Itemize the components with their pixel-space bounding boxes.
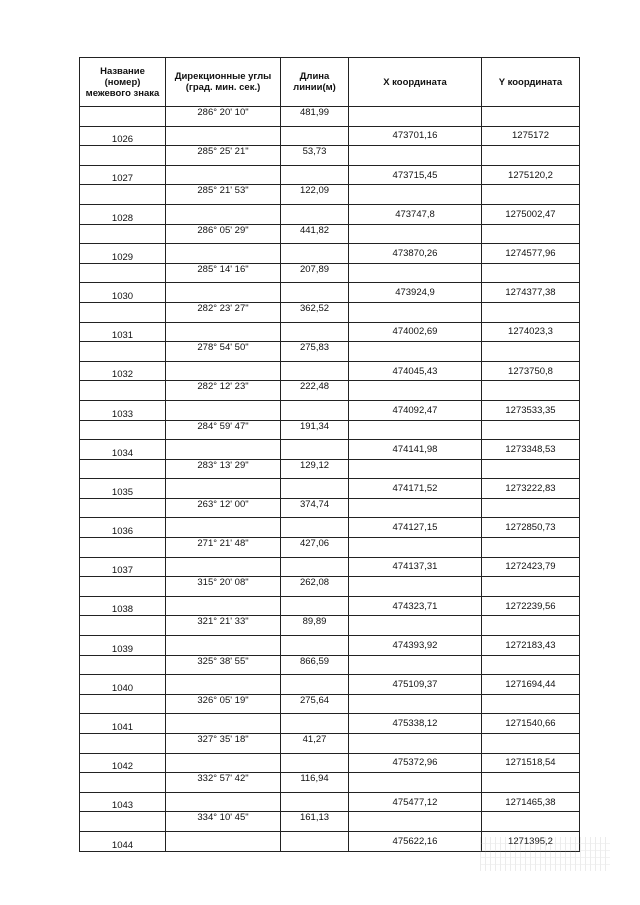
- cell-x-coordinate: 474137,31: [349, 557, 482, 577]
- cell-y-coordinate: 1273222,83: [482, 479, 580, 499]
- cell-x-coordinate: 475372,96: [349, 753, 482, 773]
- table-row: [80, 283, 580, 303]
- cell-x-coordinate: 474002,69: [349, 322, 482, 342]
- cell-x-coordinate: 474127,15: [349, 518, 482, 538]
- cell-y-coordinate: [482, 773, 580, 793]
- cell-y-coordinate: 1275172: [482, 126, 580, 146]
- cell-x-coordinate: [349, 420, 482, 440]
- cell-point-name: [80, 538, 166, 558]
- cell-y-coordinate: 1272423,79: [482, 557, 580, 577]
- cell-line-length: [281, 283, 349, 303]
- cell-x-coordinate: [349, 616, 482, 636]
- cell-x-coordinate: [349, 381, 482, 401]
- cell-y-coordinate: [482, 224, 580, 244]
- cell-point-name: 1028: [80, 204, 166, 224]
- table-row: [80, 518, 580, 538]
- cell-point-name: 1037: [80, 557, 166, 577]
- cell-y-coordinate: 1271694,44: [482, 675, 580, 695]
- table-row: [80, 420, 580, 440]
- table-row: [80, 655, 580, 675]
- cell-direction-angle: [166, 440, 281, 460]
- table-row: [80, 400, 580, 420]
- cell-point-name: 1027: [80, 165, 166, 185]
- cell-line-length: [281, 204, 349, 224]
- cell-x-coordinate: 473715,45: [349, 165, 482, 185]
- table-row: [80, 302, 580, 322]
- cell-line-length: 374,74: [281, 498, 349, 518]
- cell-y-coordinate: 1272850,73: [482, 518, 580, 538]
- cell-direction-angle: [166, 283, 281, 303]
- cell-point-name: 1026: [80, 126, 166, 146]
- cell-point-name: [80, 694, 166, 714]
- cell-y-coordinate: [482, 498, 580, 518]
- cell-direction-angle: 285° 25' 21": [166, 146, 281, 166]
- header-x-coordinate: X координата: [349, 58, 482, 107]
- table-header-row: [80, 58, 580, 107]
- cell-y-coordinate: 1275002,47: [482, 204, 580, 224]
- cell-line-length: [281, 714, 349, 734]
- cell-x-coordinate: [349, 538, 482, 558]
- cell-direction-angle: 315° 20' 08": [166, 577, 281, 597]
- cell-x-coordinate: 474045,43: [349, 361, 482, 381]
- table-row: [80, 381, 580, 401]
- cell-direction-angle: [166, 675, 281, 695]
- cell-direction-angle: 286° 20' 10": [166, 107, 281, 127]
- cell-direction-angle: [166, 792, 281, 812]
- cell-direction-angle: 327° 35' 18": [166, 734, 281, 754]
- cell-direction-angle: [166, 753, 281, 773]
- cell-line-length: [281, 675, 349, 695]
- cell-x-coordinate: 473870,26: [349, 244, 482, 264]
- cell-line-length: [281, 165, 349, 185]
- table-row: [80, 636, 580, 656]
- cell-point-name: 1043: [80, 792, 166, 812]
- cell-x-coordinate: [349, 224, 482, 244]
- boundary-points-table: [79, 57, 580, 852]
- cell-line-length: 41,27: [281, 734, 349, 754]
- cell-y-coordinate: [482, 734, 580, 754]
- scan-artifact: [480, 837, 610, 871]
- table-row: [80, 263, 580, 283]
- cell-direction-angle: [166, 636, 281, 656]
- cell-point-name: 1041: [80, 714, 166, 734]
- cell-point-name: 1031: [80, 322, 166, 342]
- cell-line-length: 122,09: [281, 185, 349, 205]
- cell-direction-angle: 282° 23' 27": [166, 302, 281, 322]
- header-y-coordinate: Y координата: [482, 58, 580, 107]
- cell-y-coordinate: [482, 146, 580, 166]
- cell-point-name: [80, 734, 166, 754]
- cell-point-name: 1036: [80, 518, 166, 538]
- table-row: [80, 224, 580, 244]
- cell-line-length: [281, 753, 349, 773]
- cell-direction-angle: 271° 21' 48": [166, 538, 281, 558]
- cell-direction-angle: [166, 165, 281, 185]
- table-row: [80, 596, 580, 616]
- header-direction-angle: Дирекционные углы (град. мин. сек.): [166, 58, 281, 107]
- cell-line-length: 129,12: [281, 459, 349, 479]
- cell-direction-angle: 263° 12' 00": [166, 498, 281, 518]
- table-row: [80, 538, 580, 558]
- cell-y-coordinate: 1271518,54: [482, 753, 580, 773]
- cell-direction-angle: [166, 361, 281, 381]
- cell-line-length: 161,13: [281, 812, 349, 832]
- cell-x-coordinate: 474092,47: [349, 400, 482, 420]
- table-row: [80, 498, 580, 518]
- cell-x-coordinate: 475338,12: [349, 714, 482, 734]
- table-row: [80, 146, 580, 166]
- cell-point-name: 1034: [80, 440, 166, 460]
- cell-line-length: 53,73: [281, 146, 349, 166]
- cell-x-coordinate: 473924,9: [349, 283, 482, 303]
- cell-direction-angle: [166, 400, 281, 420]
- cell-direction-angle: [166, 126, 281, 146]
- cell-line-length: [281, 831, 349, 851]
- cell-point-name: 1033: [80, 400, 166, 420]
- header-line-length: Длина линии(м): [281, 58, 349, 107]
- cell-line-length: [281, 792, 349, 812]
- cell-y-coordinate: [482, 342, 580, 362]
- cell-direction-angle: [166, 322, 281, 342]
- cell-x-coordinate: 473747,8: [349, 204, 482, 224]
- cell-y-coordinate: [482, 694, 580, 714]
- cell-point-name: [80, 224, 166, 244]
- table-row: [80, 792, 580, 812]
- cell-line-length: [281, 440, 349, 460]
- cell-line-length: 427,06: [281, 538, 349, 558]
- cell-y-coordinate: [482, 302, 580, 322]
- cell-direction-angle: 284° 59' 47": [166, 420, 281, 440]
- cell-line-length: [281, 518, 349, 538]
- cell-direction-angle: [166, 244, 281, 264]
- cell-line-length: [281, 322, 349, 342]
- cell-y-coordinate: [482, 577, 580, 597]
- cell-point-name: 1030: [80, 283, 166, 303]
- cell-y-coordinate: 1272239,56: [482, 596, 580, 616]
- cell-point-name: [80, 498, 166, 518]
- cell-line-length: 207,89: [281, 263, 349, 283]
- cell-point-name: [80, 577, 166, 597]
- table-row: [80, 440, 580, 460]
- cell-x-coordinate: [349, 146, 482, 166]
- cell-point-name: 1040: [80, 675, 166, 695]
- cell-x-coordinate: [349, 459, 482, 479]
- cell-y-coordinate: [482, 616, 580, 636]
- cell-direction-angle: 285° 14' 16": [166, 263, 281, 283]
- cell-y-coordinate: 1273533,35: [482, 400, 580, 420]
- cell-y-coordinate: 1275120,2: [482, 165, 580, 185]
- cell-x-coordinate: [349, 734, 482, 754]
- cell-line-length: 275,64: [281, 694, 349, 714]
- cell-line-length: [281, 400, 349, 420]
- cell-point-name: 1044: [80, 831, 166, 851]
- cell-x-coordinate: [349, 263, 482, 283]
- cell-direction-angle: 286° 05' 29": [166, 224, 281, 244]
- cell-line-length: 262,08: [281, 577, 349, 597]
- table-row: [80, 165, 580, 185]
- cell-point-name: [80, 302, 166, 322]
- cell-line-length: 191,34: [281, 420, 349, 440]
- table-row: [80, 812, 580, 832]
- cell-direction-angle: 285° 21' 53": [166, 185, 281, 205]
- table-row: [80, 342, 580, 362]
- cell-line-length: [281, 636, 349, 656]
- cell-point-name: 1038: [80, 596, 166, 616]
- cell-line-length: [281, 126, 349, 146]
- cell-y-coordinate: 1273750,8: [482, 361, 580, 381]
- table-row: [80, 361, 580, 381]
- cell-direction-angle: [166, 479, 281, 499]
- cell-x-coordinate: [349, 107, 482, 127]
- table-row: [80, 753, 580, 773]
- cell-x-coordinate: 475109,37: [349, 675, 482, 695]
- table-row: [80, 616, 580, 636]
- cell-point-name: [80, 263, 166, 283]
- table-row: [80, 557, 580, 577]
- cell-y-coordinate: [482, 263, 580, 283]
- cell-point-name: [80, 812, 166, 832]
- cell-direction-angle: [166, 831, 281, 851]
- cell-point-name: [80, 381, 166, 401]
- table-row: [80, 734, 580, 754]
- cell-x-coordinate: 474323,71: [349, 596, 482, 616]
- cell-x-coordinate: 475622,16: [349, 831, 482, 851]
- cell-point-name: [80, 616, 166, 636]
- cell-line-length: 441,82: [281, 224, 349, 244]
- cell-y-coordinate: [482, 538, 580, 558]
- cell-point-name: 1029: [80, 244, 166, 264]
- cell-y-coordinate: [482, 459, 580, 479]
- cell-x-coordinate: [349, 655, 482, 675]
- table-row: [80, 244, 580, 264]
- cell-y-coordinate: 1271395,2: [482, 831, 580, 851]
- cell-y-coordinate: 1271540,66: [482, 714, 580, 734]
- table-row: [80, 773, 580, 793]
- cell-y-coordinate: [482, 185, 580, 205]
- table-row: [80, 714, 580, 734]
- table-body: [80, 107, 580, 852]
- cell-direction-angle: 334° 10' 45": [166, 812, 281, 832]
- cell-x-coordinate: [349, 185, 482, 205]
- cell-x-coordinate: 475477,12: [349, 792, 482, 812]
- table-row: [80, 185, 580, 205]
- cell-x-coordinate: 474393,92: [349, 636, 482, 656]
- cell-direction-angle: 282° 12' 23": [166, 381, 281, 401]
- table-row: [80, 459, 580, 479]
- cell-y-coordinate: 1271465,38: [482, 792, 580, 812]
- cell-point-name: [80, 459, 166, 479]
- cell-point-name: 1032: [80, 361, 166, 381]
- cell-line-length: 481,99: [281, 107, 349, 127]
- cell-line-length: 116,94: [281, 773, 349, 793]
- cell-direction-angle: 278° 54' 50": [166, 342, 281, 362]
- cell-point-name: [80, 146, 166, 166]
- cell-y-coordinate: 1274023,3: [482, 322, 580, 342]
- cell-x-coordinate: [349, 773, 482, 793]
- cell-x-coordinate: [349, 812, 482, 832]
- cell-point-name: [80, 107, 166, 127]
- cell-point-name: [80, 655, 166, 675]
- cell-direction-angle: 325° 38' 55": [166, 655, 281, 675]
- table-row: [80, 479, 580, 499]
- cell-x-coordinate: [349, 577, 482, 597]
- cell-point-name: 1035: [80, 479, 166, 499]
- cell-point-name: 1042: [80, 753, 166, 773]
- cell-x-coordinate: 474141,98: [349, 440, 482, 460]
- cell-x-coordinate: [349, 498, 482, 518]
- cell-line-length: 866,59: [281, 655, 349, 675]
- cell-direction-angle: [166, 714, 281, 734]
- cell-y-coordinate: [482, 812, 580, 832]
- cell-direction-angle: [166, 518, 281, 538]
- cell-direction-angle: 326° 05' 19": [166, 694, 281, 714]
- cell-direction-angle: [166, 596, 281, 616]
- cell-line-length: [281, 361, 349, 381]
- cell-y-coordinate: 1274377,38: [482, 283, 580, 303]
- cell-direction-angle: [166, 557, 281, 577]
- cell-y-coordinate: [482, 107, 580, 127]
- table-row: [80, 204, 580, 224]
- cell-line-length: 275,83: [281, 342, 349, 362]
- cell-y-coordinate: [482, 655, 580, 675]
- cell-direction-angle: [166, 204, 281, 224]
- cell-point-name: 1039: [80, 636, 166, 656]
- cell-x-coordinate: 474171,52: [349, 479, 482, 499]
- cell-line-length: [281, 596, 349, 616]
- cell-direction-angle: 283° 13' 29": [166, 459, 281, 479]
- cell-line-length: 222,48: [281, 381, 349, 401]
- table-row: [80, 694, 580, 714]
- cell-point-name: [80, 185, 166, 205]
- cell-y-coordinate: [482, 420, 580, 440]
- cell-line-length: 362,52: [281, 302, 349, 322]
- table-row: [80, 107, 580, 127]
- cell-line-length: 89,89: [281, 616, 349, 636]
- cell-line-length: [281, 244, 349, 264]
- cell-line-length: [281, 479, 349, 499]
- cell-y-coordinate: 1273348,53: [482, 440, 580, 460]
- cell-point-name: [80, 773, 166, 793]
- cell-line-length: [281, 557, 349, 577]
- cell-x-coordinate: [349, 694, 482, 714]
- cell-y-coordinate: 1272183,43: [482, 636, 580, 656]
- cell-point-name: [80, 420, 166, 440]
- cell-point-name: [80, 342, 166, 362]
- cell-direction-angle: 332° 57' 42": [166, 773, 281, 793]
- cell-y-coordinate: 1274577,96: [482, 244, 580, 264]
- table-row: [80, 675, 580, 695]
- cell-direction-angle: 321° 21' 33": [166, 616, 281, 636]
- header-point-name: Название (номер) межевого знака: [80, 58, 166, 107]
- table-row: [80, 322, 580, 342]
- cell-y-coordinate: [482, 381, 580, 401]
- cell-x-coordinate: [349, 302, 482, 322]
- cell-x-coordinate: [349, 342, 482, 362]
- table-row: [80, 577, 580, 597]
- table-row: [80, 126, 580, 146]
- cell-x-coordinate: 473701,16: [349, 126, 482, 146]
